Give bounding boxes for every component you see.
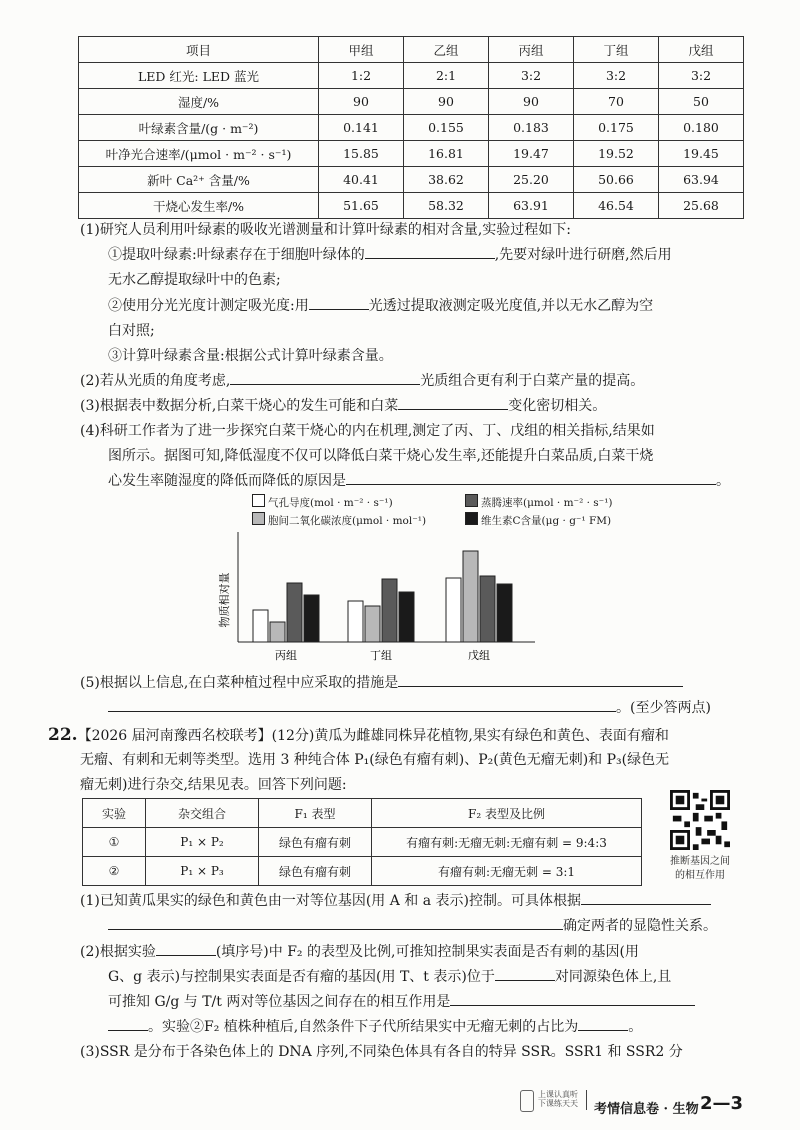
q22-line1 <box>48 724 669 747</box>
footer-slogan-line: 上课认真听 <box>538 1090 578 1099</box>
answer-blank[interactable] <box>398 395 508 410</box>
bar-1-3 <box>287 583 302 642</box>
table-cell: 46.54 <box>574 193 659 219</box>
table-cell: 70 <box>574 89 659 115</box>
table-cell: 58.32 <box>404 193 489 219</box>
table-row <box>83 828 642 857</box>
question-number: 22. <box>48 725 78 745</box>
table-cell: 50 <box>659 89 744 115</box>
page-number: 2—3 <box>700 1093 744 1114</box>
q2-text-b: 光质组合更有利于白菜产量的提高。 <box>420 373 645 389</box>
answer-blank[interactable] <box>578 1016 628 1031</box>
bar-1-4 <box>304 595 319 642</box>
table-cell: 51.65 <box>319 193 404 219</box>
answer-blank[interactable] <box>156 941 216 956</box>
q4-line3 <box>108 470 730 492</box>
table-cell: 0.180 <box>659 115 744 141</box>
table-cell: P₁ × P₃ <box>146 857 259 886</box>
table-cell: 90 <box>319 89 404 115</box>
table-cell: 2:1 <box>404 63 489 89</box>
footer-slogan-line: 下课练天天 <box>538 1099 578 1108</box>
table-header-cell: 杂交组合 <box>146 799 259 828</box>
table-cell: 3:2 <box>659 63 744 89</box>
qr-caption: 的相互作用 <box>675 870 725 881</box>
q22-1-text-b: 确定两者的显隐性关系。 <box>563 918 717 934</box>
legend-label: 维生素C含量(μg · g⁻¹ FM) <box>481 515 612 527</box>
q5-line1 <box>80 672 683 694</box>
q4-line1: (4)科研工作者为了进一步探究白菜干烧心的内在机理,测定了丙、丁、戊组的相关指标,结果如 <box>80 423 655 439</box>
bar-1-1 <box>253 610 268 642</box>
q22-2-line4 <box>108 1016 642 1038</box>
qr-caption: 推断基因之间 <box>670 856 730 867</box>
table-cell: 3:2 <box>574 63 659 89</box>
answer-blank[interactable] <box>450 991 695 1006</box>
table-row <box>79 141 744 167</box>
bar-2-2 <box>365 606 380 642</box>
table-cell: LED 红光: LED 蓝光 <box>79 63 319 89</box>
legend-label: 胞间二氧化碳浓度(μmol · mol⁻¹) <box>268 515 427 527</box>
chart-svg <box>200 492 630 667</box>
table-cell: 叶净光合速率/(μmol · m⁻² · s⁻¹) <box>79 141 319 167</box>
answer-blank[interactable] <box>108 1016 148 1031</box>
answer-blank[interactable] <box>108 697 616 712</box>
table-cell: 25.20 <box>489 167 574 193</box>
q1-step2-cont: 白对照; <box>108 323 155 339</box>
q22-2-line2 <box>108 966 671 988</box>
q4-text: 心发生率随湿度的降低而降低的原因是 <box>108 473 346 489</box>
q22-2-text-f: 。实验②F₂ 植株种植后,自然条件下子代所结果实中无瘤无刺的占比为 <box>148 1019 579 1035</box>
q22-text: 【2026 届河南豫西名校联考】(12分)黄瓜为雌雄同株异花植物,果实有绿色和黄色、表面有瘤和 <box>77 728 669 744</box>
mascot-icon <box>520 1090 534 1112</box>
table-cell: 19.45 <box>659 141 744 167</box>
table-header-cell: 戊组 <box>659 37 744 63</box>
bar-2-3 <box>382 579 397 642</box>
q1-step1-text-b: ,先要对绿叶进行研磨,然后用 <box>494 247 672 263</box>
q5-text: (5)根据以上信息,在白菜种植过程中应采取的措施是 <box>80 675 399 691</box>
q1-intro: (1)研究人员利用叶绿素的吸收光谱测量和计算叶绿素的相对含量,实验过程如下: <box>80 222 571 238</box>
table-header-cell: 丙组 <box>489 37 574 63</box>
q22-2-text-d: 对同源染色体上,且 <box>554 969 672 985</box>
footer-slogan <box>538 1090 578 1108</box>
bar-2-4 <box>399 592 414 642</box>
q22-line3: 瘤无刺)进行杂交,结果见表。回答下列问题: <box>80 777 347 793</box>
q3-text-b: 变化密切相关。 <box>508 398 607 414</box>
footer-title: 考情信息卷 · 生物 <box>594 1102 699 1117</box>
answer-blank[interactable] <box>398 672 683 687</box>
bar-3-2 <box>463 551 478 642</box>
table-cell: 1:2 <box>319 63 404 89</box>
table-cell: 3:2 <box>489 63 574 89</box>
q4-end: 。 <box>716 473 730 489</box>
q22-2-line3 <box>108 991 695 1013</box>
q22-2-text-e: 可推知 G/g 与 T/t 两对等位基因之间存在的相互作用是 <box>108 994 451 1010</box>
q22-3-line1: (3)SSR 是分布于各染色体上的 DNA 序列,不同染色体具有各自的特异 SSR。SSR1 和 SSR2 分 <box>80 1044 683 1060</box>
table-cell: 0.183 <box>489 115 574 141</box>
table-header-cell: F₁ 表型 <box>259 799 372 828</box>
answer-blank[interactable] <box>365 244 495 259</box>
answer-blank[interactable] <box>309 295 369 310</box>
bar-3-1 <box>446 578 461 642</box>
q22-1-text: (1)已知黄瓜果实的绿色和黄色由一对等位基因(用 A 和 a 表示)控制。可具体根据 <box>80 893 582 909</box>
table-row <box>79 63 744 89</box>
table-cell: 25.68 <box>659 193 744 219</box>
table-cell: 0.175 <box>574 115 659 141</box>
table-row <box>79 115 744 141</box>
q5-line2 <box>108 697 711 719</box>
x-tick-label: 戊组 <box>468 649 490 662</box>
q1-step3: ③计算叶绿素含量:根据公式计算叶绿素含量。 <box>108 348 393 364</box>
q22-line2: 无瘤、有刺和无刺等类型。选用 3 种纯合体 P₁(绿色有瘤有刺)、P₂(黄色无瘤无刺)和 P₃(绿色无 <box>80 752 670 768</box>
q22-2-text-b: (填序号)中 F₂ 的表型及比例,可推知控制果实表面是否有刺的基因(用 <box>215 944 639 960</box>
table-header-cell: 项目 <box>79 37 319 63</box>
cross-table <box>82 798 642 886</box>
table-cell: P₁ × P₂ <box>146 828 259 857</box>
answer-blank[interactable] <box>108 915 563 930</box>
answer-blank[interactable] <box>346 470 716 485</box>
q1-step2-text: ②使用分光光度计测定吸光度:用 <box>108 298 309 314</box>
legend-label: 蒸腾速率(μmol · m⁻² · s⁻¹) <box>481 497 613 509</box>
q2-line <box>80 370 644 392</box>
data-table <box>78 36 744 219</box>
table-cell: 绿色有瘤有刺 <box>259 857 372 886</box>
table-cell: 0.141 <box>319 115 404 141</box>
bars-group <box>253 551 512 642</box>
table-row <box>83 857 642 886</box>
table-cell: 50.66 <box>574 167 659 193</box>
y-axis-label: 物质相对量 <box>218 572 231 628</box>
q5-text-b: 。(至少答两点) <box>616 700 711 716</box>
table-cell: 16.81 <box>404 141 489 167</box>
q22-2-text-g: 。 <box>628 1019 643 1035</box>
q1-step1-cont: 无水乙醇提取绿叶中的色素; <box>108 272 281 288</box>
q3-line <box>80 395 606 417</box>
answer-blank[interactable] <box>581 890 711 905</box>
q22-2-text: (2)根据实验 <box>80 944 156 960</box>
q1-step1-line <box>108 244 672 266</box>
answer-blank[interactable] <box>495 966 555 981</box>
table-cell: 叶绿素含量/(g · m⁻²) <box>79 115 319 141</box>
bar-chart <box>200 492 630 667</box>
table-header-cell: 甲组 <box>319 37 404 63</box>
table-row <box>79 193 744 219</box>
q1-step1-text: ①提取叶绿素:叶绿素存在于细胞叶绿体的 <box>108 247 365 263</box>
bar-3-4 <box>497 584 512 642</box>
x-ticks <box>275 648 490 662</box>
table-cell: 63.91 <box>489 193 574 219</box>
table-cell: 90 <box>489 89 574 115</box>
bar-1-2 <box>270 622 285 642</box>
table-cell: 湿度/% <box>79 89 319 115</box>
q4-line2: 图所示。据图可知,降低湿度不仅可以降低白菜干烧心发生率,还能提升白菜品质,白菜干烧 <box>108 448 654 464</box>
table-row <box>79 167 744 193</box>
q1-step2-line <box>108 295 653 317</box>
table-cell: 19.47 <box>489 141 574 167</box>
bar-2-1 <box>348 601 363 642</box>
table-header-cell: 丁组 <box>574 37 659 63</box>
table-cell: ② <box>83 857 146 886</box>
table-cell: 38.62 <box>404 167 489 193</box>
q22-2-text-c: G、g 表示)与控制果实表面是否有瘤的基因(用 T、t 表示)位于 <box>108 969 495 985</box>
table-cell: 0.155 <box>404 115 489 141</box>
x-tick-label: 丁组 <box>370 649 392 662</box>
table-cell: ① <box>83 828 146 857</box>
table-header-row <box>83 799 642 828</box>
table-cell: 40.41 <box>319 167 404 193</box>
footer-divider <box>586 1090 587 1110</box>
q22-2-line1 <box>80 941 639 963</box>
q22-1-line2 <box>108 915 717 937</box>
table-cell: 干烧心发生率/% <box>79 193 319 219</box>
q1-step2-text-b: 光透过提取液测定吸光度值,并以无水乙醇为空 <box>368 298 654 314</box>
x-tick-label: 丙组 <box>275 649 297 662</box>
q2-text: (2)若从光质的角度考虑, <box>80 373 231 389</box>
q22-1-line1 <box>80 890 711 912</box>
table-cell: 新叶 Ca²⁺ 含量/% <box>79 167 319 193</box>
table-header-cell: 乙组 <box>404 37 489 63</box>
table-cell: 63.94 <box>659 167 744 193</box>
table-cell: 90 <box>404 89 489 115</box>
bar-3-3 <box>480 576 495 642</box>
table-cell: 绿色有瘤有刺 <box>259 828 372 857</box>
table-cell: 19.52 <box>574 141 659 167</box>
q3-text: (3)根据表中数据分析,白菜干烧心的发生可能和白菜 <box>80 398 399 414</box>
table-cell: 15.85 <box>319 141 404 167</box>
table-cell: 有瘤有刺:无瘤无刺:无瘤有刺 = 9:4:3 <box>372 828 642 857</box>
table-header-cell: F₂ 表型及比例 <box>372 799 642 828</box>
table-header-cell: 实验 <box>83 799 146 828</box>
table-row <box>79 89 744 115</box>
table-header-row <box>79 37 744 63</box>
legend-label: 气孔导度(mol · m⁻² · s⁻¹) <box>268 497 393 509</box>
table-cell: 有瘤有刺:无瘤无刺 = 3:1 <box>372 857 642 886</box>
answer-blank[interactable] <box>230 370 420 385</box>
qr-code-icon[interactable] <box>670 790 730 850</box>
